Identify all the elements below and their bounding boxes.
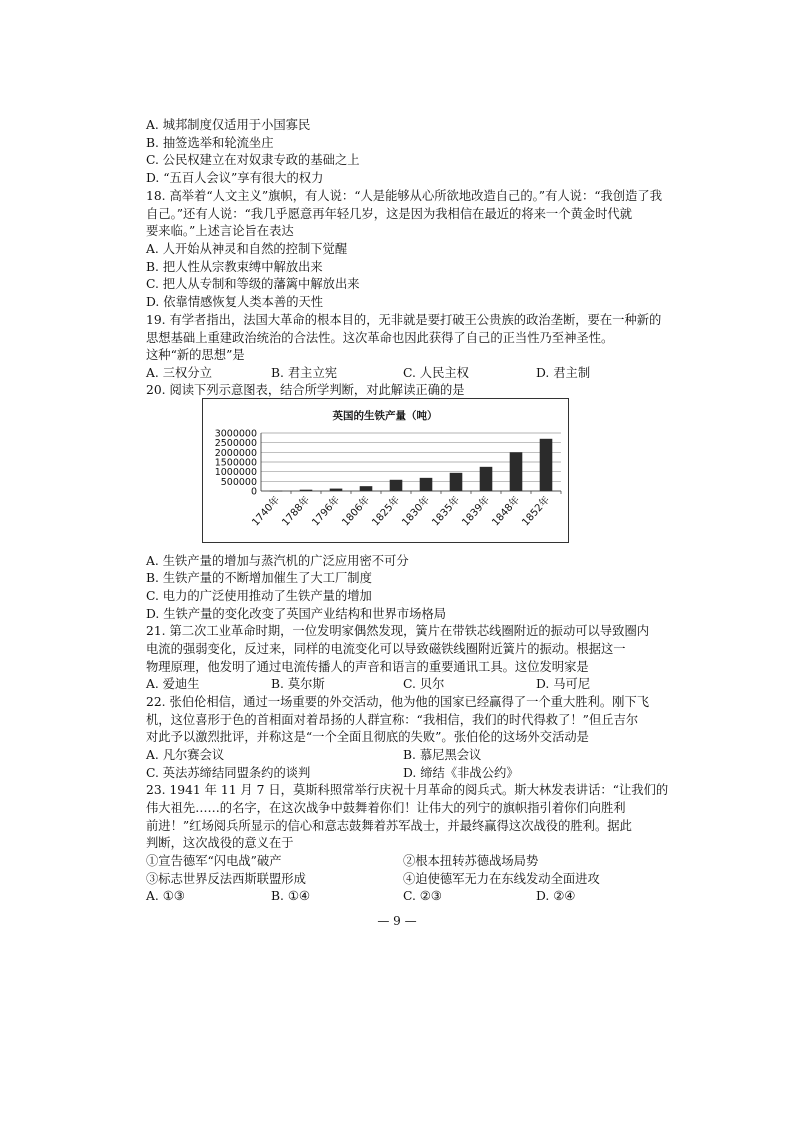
page-number: — 9 — — [377, 914, 417, 928]
q20-option-a: A. 生铁产量的增加与蒸汽机的广泛应用密不可分 — [146, 554, 409, 568]
iron-output-chart — [202, 398, 569, 543]
q18-option-c: C. 把人从专制和等级的藩篱中解放出来 — [146, 277, 360, 291]
y-tick-label: 500000 — [220, 476, 257, 488]
q18-stem-line: 18. 高举着“人文主义”旗帜，有人说：“人是能够从心所欲地改造自己的。”有人说：“我创造了我 — [146, 189, 663, 203]
y-tick-label: 3000000 — [214, 428, 257, 440]
bar — [300, 490, 313, 491]
bar — [450, 473, 463, 491]
x-tick-label: 1796年 — [310, 494, 343, 529]
q19-option-a: A. 三权分立 — [146, 366, 212, 380]
bar-chart-svg — [203, 399, 568, 542]
q17-option-d: D. “五百人会议”享有很大的权力 — [146, 171, 324, 185]
bar — [330, 489, 343, 491]
x-tick-label: 1835年 — [430, 494, 463, 529]
q18-stem-line: 自己。”还有人说：“我几乎愿意再年轻几岁，这是因为我相信在最近的将来一个黄金时代就 — [146, 207, 633, 221]
q23-option-b: B. ①④ — [271, 889, 310, 903]
q23-item-1: ①宣告德军“闪电战”破产 — [146, 854, 282, 868]
q22-option-d: D. 缔结《非战公约》 — [403, 766, 519, 780]
q22-option-a: A. 凡尔赛会议 — [146, 748, 225, 762]
q22-stem-line: 对此予以激烈批评，并称这是“一个全面且彻底的失败”。张伯伦的这场外交活动是 — [146, 730, 589, 744]
q23-item-4: ④迫使德军无力在东线发动全面进攻 — [403, 872, 600, 886]
q21-stem-line: 21. 第二次工业革命时期，一位发明家偶然发现，簧片在带铁芯线圈附近的振动可以导致圈内 — [146, 624, 650, 638]
x-tick-label: 1740年 — [250, 494, 283, 529]
x-tick-label: 1830年 — [400, 494, 433, 529]
q23-stem-line: 23. 1941 年 11 月 7 日，莫斯科照常举行庆祝十月革命的阅兵式。斯大林发表讲话：“让我们的 — [146, 783, 669, 797]
x-tick-label: 1806年 — [340, 494, 373, 529]
x-tick-label: 1848年 — [490, 494, 523, 529]
q21-stem-line: 物理原理，他发明了通过电流传播人的声音和语言的重要通讯工具。这位发明家是 — [146, 660, 589, 674]
x-tick-label: 1839年 — [460, 494, 493, 529]
q18-option-a: A. 人开始从神灵和自然的控制下觉醒 — [146, 242, 348, 256]
bar — [420, 478, 433, 491]
q19-stem-line: 19. 有学者指出，法国大革命的根本目的，无非就是要打破王公贵族的政治垄断，要在一种新的 — [146, 313, 662, 327]
y-tick-label: 1000000 — [214, 467, 257, 479]
q22-stem-line: 22. 张伯伦相信，通过一场重要的外交活动，他为他的国家已经赢得了一个重大胜利。刚下飞 — [146, 695, 650, 709]
bar — [360, 486, 373, 491]
y-tick-label: 0 — [250, 486, 257, 498]
q21-stem-line: 电流的强弱变化，反过来，同样的电流变化可以导致磁铁线圈附近簧片的振动。根据这一 — [146, 642, 626, 656]
q17-option-a: A. 城邦制度仅适用于小国寡民 — [146, 118, 311, 132]
q23-stem-line: 判断，这次战役的意义在于 — [146, 836, 294, 850]
q21-option-b: B. 莫尔斯 — [271, 677, 325, 691]
q17-option-c: C. 公民权建立在对奴隶专政的基础之上 — [146, 153, 360, 167]
bar — [540, 439, 553, 491]
q23-option-c: C. ②③ — [403, 889, 442, 903]
q23-option-a: A. ①③ — [146, 889, 185, 903]
q18-stem-line: 要来临。”上述言论旨在表达 — [146, 224, 294, 238]
q18-option-d: D. 依靠情感恢复人类本善的天性 — [146, 295, 324, 309]
q20-option-c: C. 电力的广泛使用推动了生铁产量的增加 — [146, 589, 372, 603]
q21-option-c: C. 贝尔 — [403, 677, 445, 691]
y-tick-label: 2000000 — [214, 447, 257, 459]
q23-stem-line: 前进！”红场阅兵所显示的信心和意志鼓舞着苏军战士，并最终赢得这次战役的胜利。据此 — [146, 819, 632, 833]
x-tick-label: 1852年 — [520, 494, 553, 529]
q19-stem-line: 思想基础上重建政治统治的合法性。这次革命也因此获得了自己的正当性乃至神圣性。 — [146, 331, 614, 345]
y-tick-label: 1500000 — [214, 457, 257, 469]
q22-option-c: C. 英法苏缔结同盟条约的谈判 — [146, 766, 311, 780]
q20-stem-line: 20. 阅读下列示意图表，结合所学判断，对此解读正确的是 — [146, 383, 465, 397]
bar — [510, 452, 523, 491]
y-tick-label: 2500000 — [214, 438, 257, 450]
q20-option-b: B. 生铁产量的不断增加催生了大工厂制度 — [146, 571, 372, 585]
q21-option-a: A. 爱迪生 — [146, 677, 200, 691]
q17-option-b: B. 抽签选举和轮流坐庄 — [146, 136, 274, 150]
chart-title: 英国的生铁产量（吨） — [332, 410, 438, 422]
q20-option-d: D. 生铁产量的变化改变了英国产业结构和世界市场格局 — [146, 607, 447, 621]
q21-option-d: D. 马可尼 — [536, 677, 591, 691]
x-tick-label: 1825年 — [370, 494, 403, 529]
q19-option-c: C. 人民主权 — [403, 366, 469, 380]
q22-option-b: B. 慕尼黑会议 — [403, 748, 482, 762]
q23-stem-line: 伟大祖先……的名字，在这次战争中鼓舞着你们！让伟大的列宁的旗帜指引着你们向胜利 — [146, 801, 626, 815]
bar — [480, 467, 493, 491]
bar — [390, 480, 403, 491]
q19-option-d: D. 君主制 — [536, 366, 591, 380]
q23-item-3: ③标志世界反法西斯联盟形成 — [146, 872, 306, 886]
q19-stem-line: 这种“新的思想”是 — [146, 348, 245, 362]
x-tick-label: 1788年 — [280, 494, 313, 529]
q18-option-b: B. 把人性从宗教束缚中解放出来 — [146, 260, 323, 274]
q22-stem-line: 机，这位喜形于色的首相面对着昂扬的人群宣称：“我相信，我们的时代得救了！”但丘吉尔 — [146, 713, 639, 727]
bar — [270, 491, 283, 492]
q19-option-b: B. 君主立宪 — [271, 366, 338, 380]
q23-item-2: ②根本扭转苏德战场局势 — [403, 854, 539, 868]
q23-option-d: D. ②④ — [536, 889, 576, 903]
